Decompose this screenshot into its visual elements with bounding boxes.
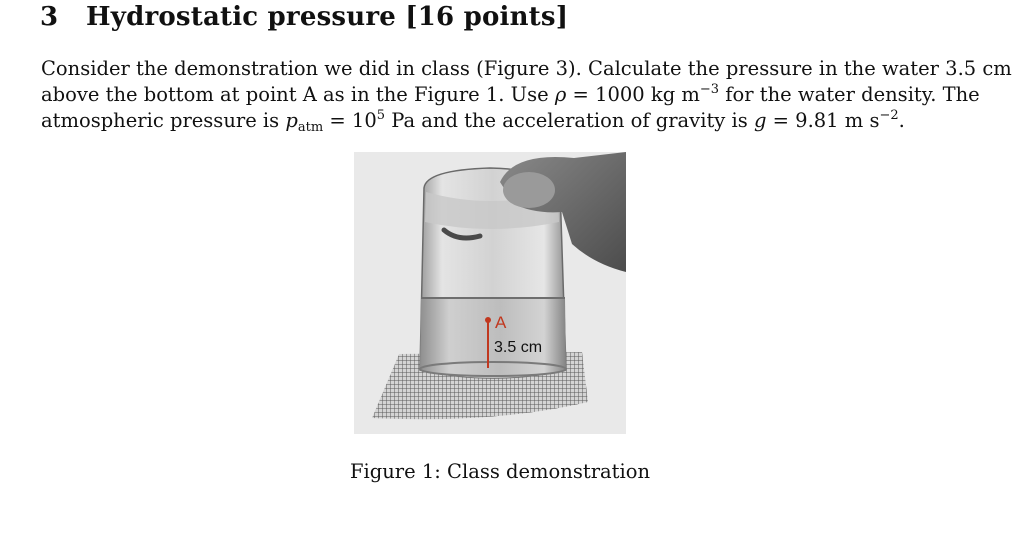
problem-text: = 10 xyxy=(323,109,377,132)
problem-text: atmospheric pressure is xyxy=(41,109,286,132)
problem-text: = 1000 kg m xyxy=(566,83,700,106)
problem-text: for the water density. The xyxy=(719,83,980,106)
demonstration-photo xyxy=(354,152,626,434)
demonstration-illustration xyxy=(354,152,626,434)
problem-text: Pa and the acceleration of gravity is xyxy=(385,109,754,132)
problem-text: above the bottom at point A as in the Figure 1. Use xyxy=(41,83,555,106)
problem-line-2 xyxy=(41,82,980,108)
water xyxy=(420,298,566,378)
problem-text: = 9.81 m s xyxy=(766,109,880,132)
thumb xyxy=(503,172,555,208)
problem-line-1 xyxy=(41,56,1012,82)
pressure-exponent: 5 xyxy=(376,108,386,123)
pressure-subscript: atm xyxy=(297,120,324,135)
section-number: 3 xyxy=(40,2,59,32)
density-exponent: −3 xyxy=(699,82,720,97)
problem-statement xyxy=(41,56,1012,135)
section-heading xyxy=(40,2,568,32)
point-a-label: A xyxy=(495,313,507,332)
pressure-symbol: p xyxy=(285,109,298,132)
section-title: Hydrostatic pressure [16 points] xyxy=(86,2,569,32)
problem-line-3 xyxy=(41,108,941,134)
figure-caption: Figure 1: Class demonstration xyxy=(350,460,651,483)
gravity-exponent: −2 xyxy=(879,108,899,123)
point-a-dot xyxy=(485,317,491,323)
problem-text: . xyxy=(898,109,905,132)
rho-symbol: ρ xyxy=(554,83,567,106)
problem-text: Consider the demonstration we did in class (Figure 3). Calculate the pressure in the water 3.5 cm xyxy=(41,57,1012,80)
gravity-symbol: g xyxy=(753,109,767,132)
height-label: 3.5 cm xyxy=(494,339,543,356)
